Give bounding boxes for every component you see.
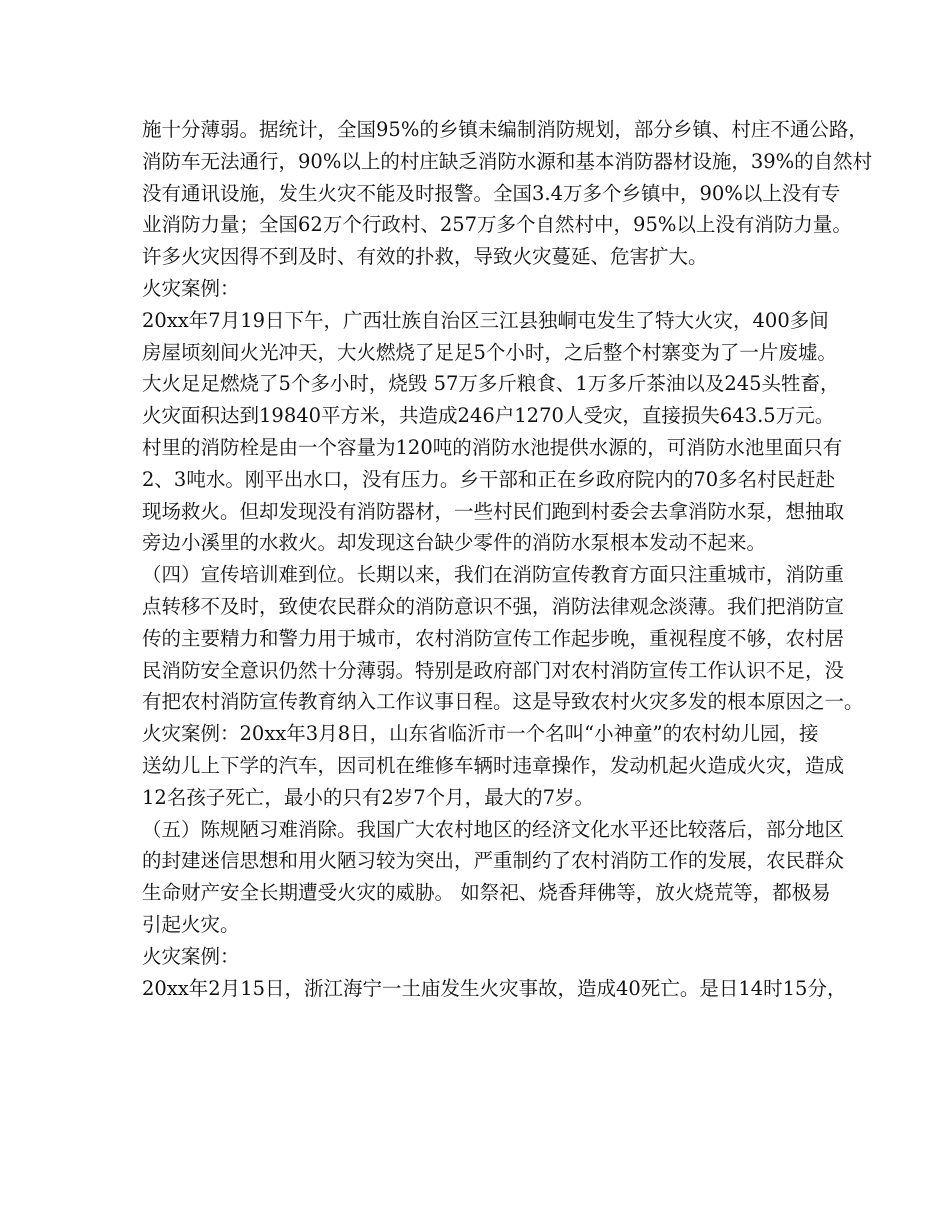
text-line: 20xx年2月15日，浙江海宁一土庙发生火灾事故，造成40死亡。是日14时15分，: [142, 976, 847, 1000]
text-line: 民消防安全意识仍然十分薄弱。特别是政府部门对农村消防宣传工作认识不足，没: [142, 658, 845, 682]
text-line: 2、3吨水。刚平出水口，没有压力。乡干部和正在乡政府院内的70多名村民赶赴: [142, 467, 836, 491]
text-line: 现场救火。但却发现没有消防器材，一些村民们跑到村委会去拿消防水泵，想抽取: [142, 499, 845, 523]
text-line: 消防车无法通行，90%以上的村庄缺乏消防水源和基本消防器材设施，39%的自然村: [142, 149, 873, 173]
text-line: 火灾案例：20xx年3月8日，山东省临沂市一个名叫“小神童”的农村幼儿园，接: [142, 722, 819, 746]
text-line: 火灾面积达到19840平方米，共造成246户1270人受灾，直接损失643.5万元。: [142, 404, 835, 428]
text-line: 村里的消防栓是由一个容量为120吨的消防水池提供水源的，可消防水池里面只有: [142, 435, 843, 459]
text-line: 20xx年7月19日下午，广西壮族自治区三江县独峒屯发生了特大火灾，400多间: [142, 308, 829, 332]
text-line: （四）宣传培训难到位。长期以来，我们在消防宣传教育方面只注重城市，消防重: [142, 563, 845, 587]
text-line: 生命财产安全长期遭受火灾的威胁。 如祭祀、烧香拜佛等，放火烧荒等，都极易: [142, 881, 831, 905]
text-line: 许多火灾因得不到及时、有效的扑救，导致火灾蔓延、危害扩大。: [142, 245, 708, 269]
text-line: 房屋顷刻间火光冲天，大火燃烧了足足5个小时，之后整个村寨变为了一片废墟。: [142, 340, 837, 364]
text-line: 送幼儿上下学的汽车，因司机在维修车辆时违章操作，发动机起火造成火灾，造成: [142, 753, 845, 777]
text-line: 引起火灾。: [142, 912, 240, 936]
text-line: 12名孩子死亡，最小的只有2岁7个月，最大的7岁。: [142, 785, 595, 809]
text-line: 没有通讯设施，发生火灾不能及时报警。全国3.4万多个乡镇中，90%以上没有专: [142, 181, 841, 205]
text-line: 大火足足燃烧了5个多小时，烧毁 57万多斤粮食、1万多斤茶油以及245头牲畜，: [142, 372, 840, 396]
document-body: [142, 114, 873, 1004]
text-line: 有把农村消防宣传教育纳入工作议事日程。这是导致农村火灾多发的根本原因之一。: [142, 690, 864, 714]
text-line: 业消防力量；全国62万个行政村、257万多个自然村中，95%以上没有消防力量。: [142, 213, 852, 237]
text-line: 旁边小溪里的水救火。却发现这台缺少零件的消防水泵根本发动不起来。: [142, 531, 767, 555]
text-line: 火灾案例：: [142, 276, 240, 300]
text-line: 传的主要精力和警力用于城市，农村消防宣传工作起步晚，重视程度不够，农村居: [142, 626, 845, 650]
text-line: 点转移不及时，致使农民群众的消防意识不强，消防法律观念淡薄。我们把消防宣: [142, 594, 845, 618]
text-line: 火灾案例：: [142, 944, 240, 968]
text-line: （五）陈规陋习难消除。我国广大农村地区的经济文化水平还比较落后，部分地区: [142, 817, 845, 841]
text-line: 施十分薄弱。据统计，全国95%的乡镇未编制消防规划，部分乡镇、村庄不通公路，: [142, 118, 868, 141]
text-line: 的封建迷信思想和用火陋习较为突出，严重制约了农村消防工作的发展，农民群众: [142, 849, 845, 873]
